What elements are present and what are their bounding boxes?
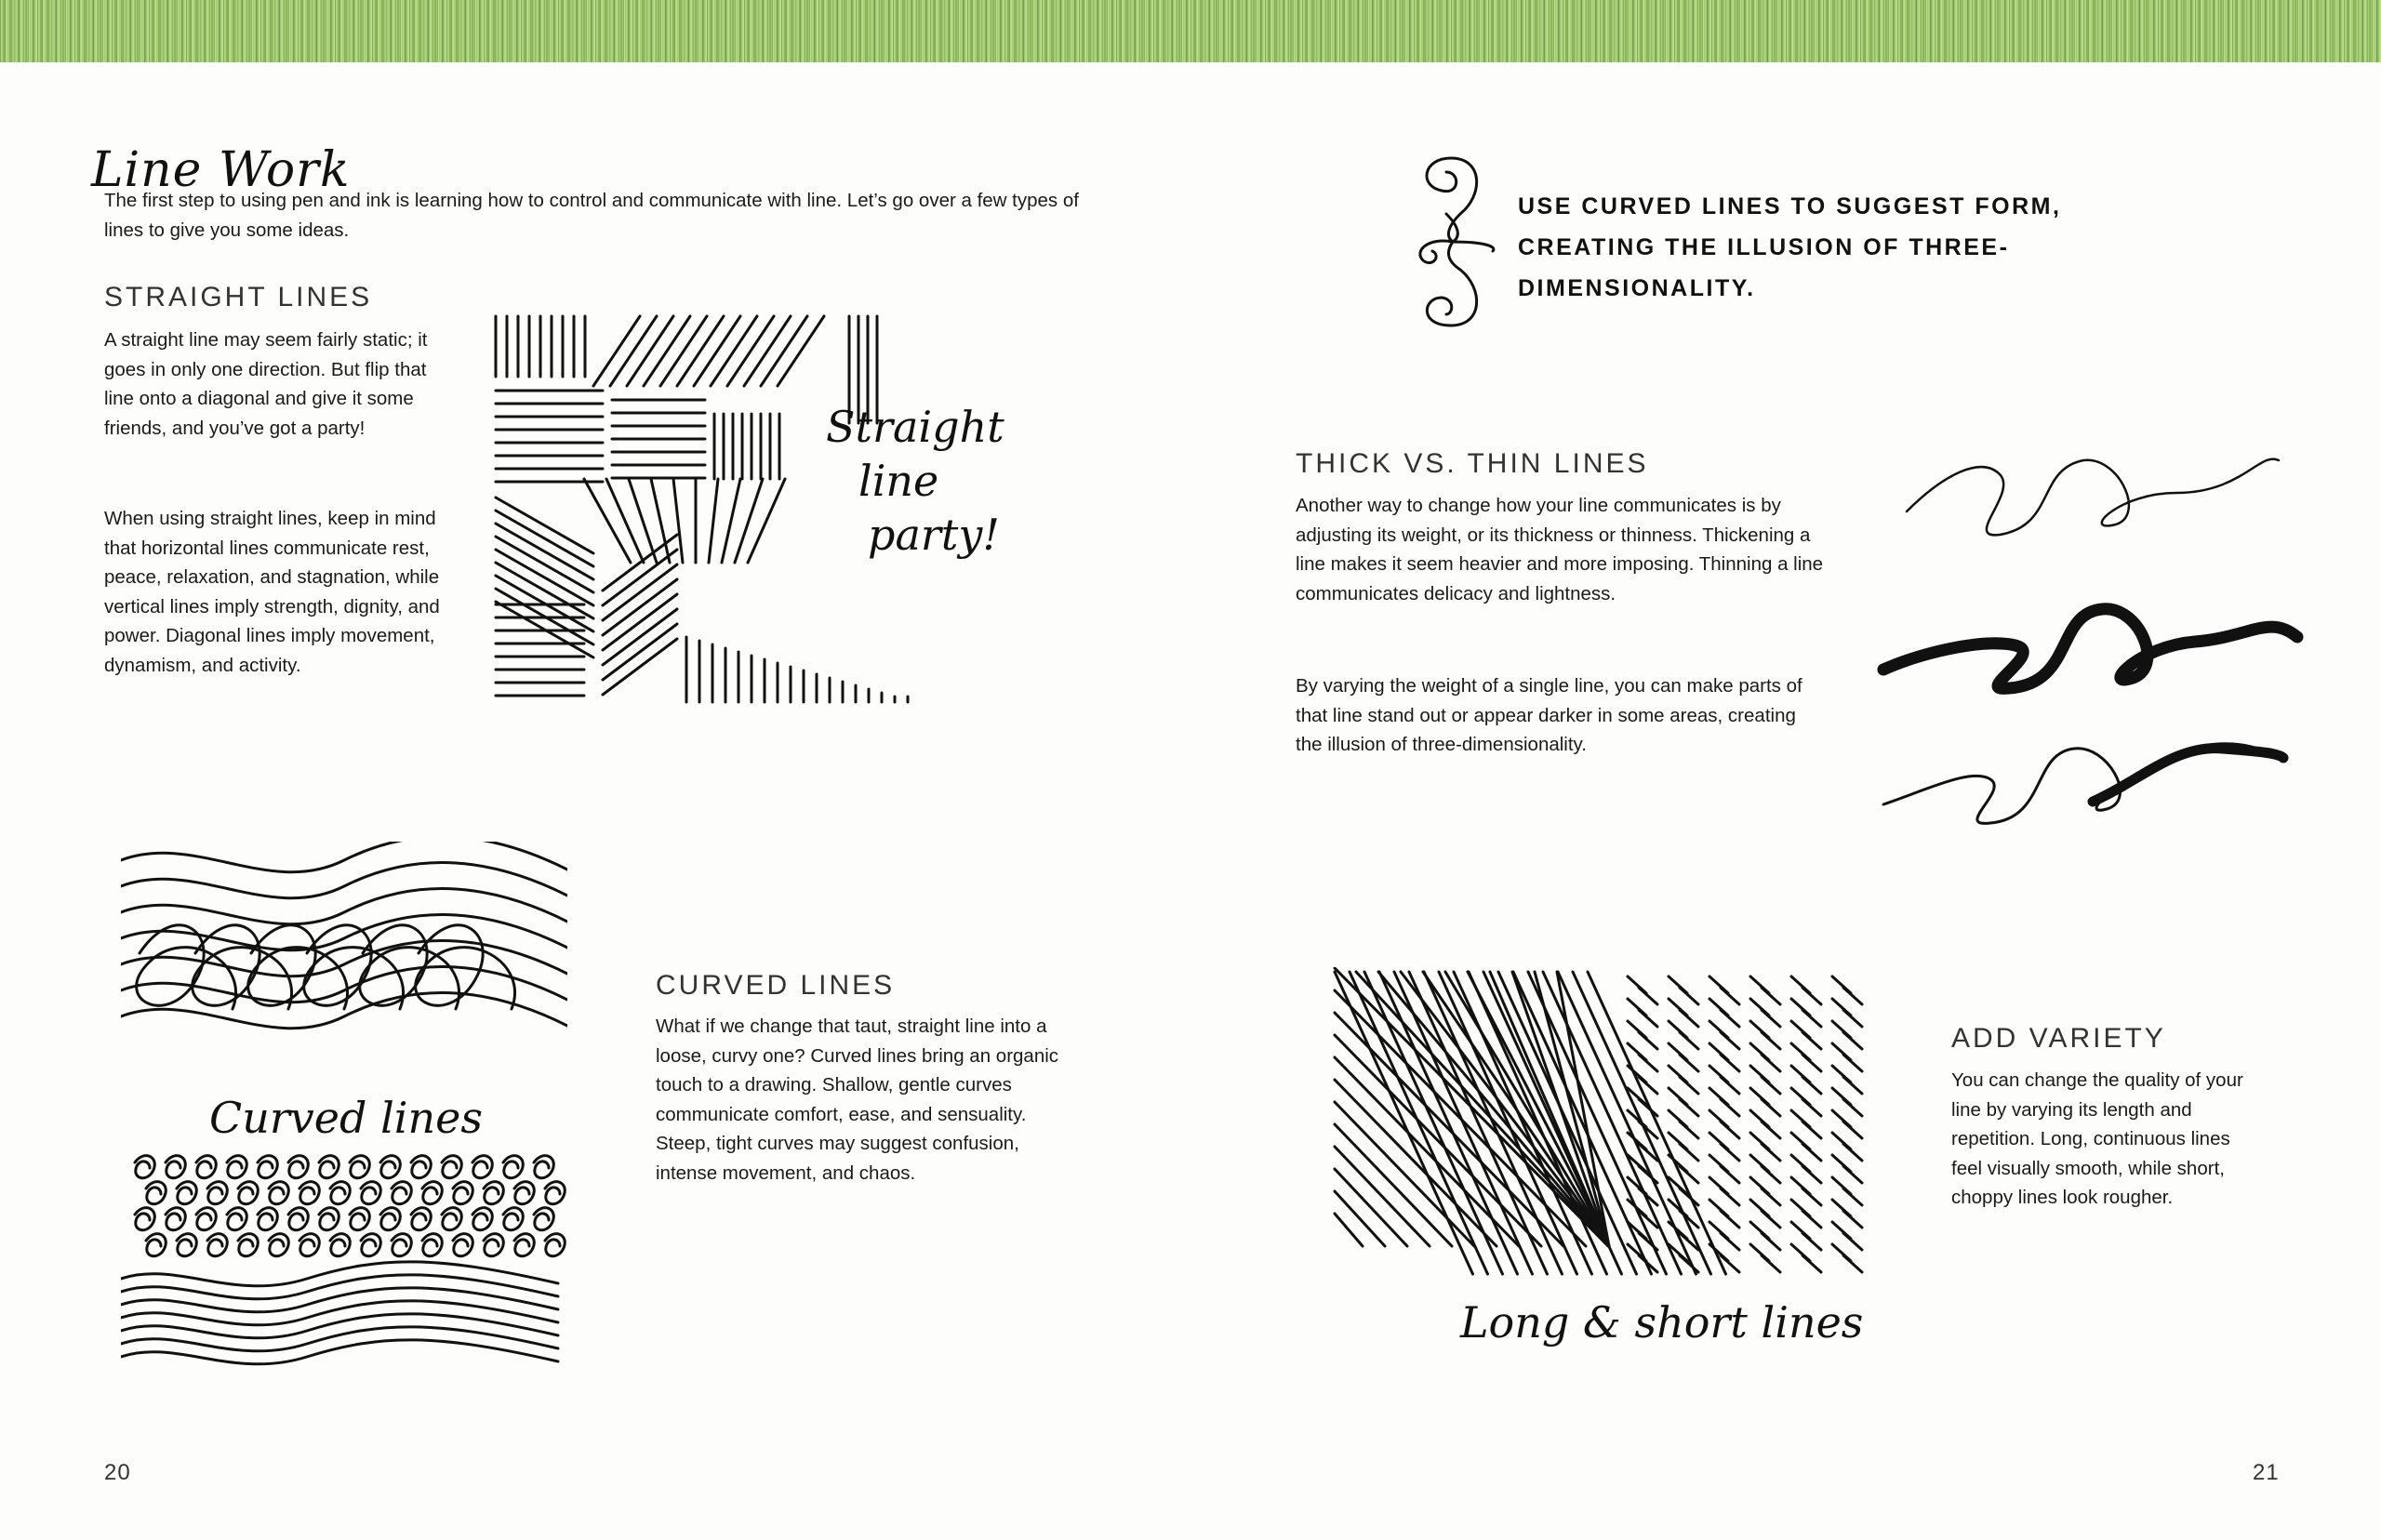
straight-label-2: line bbox=[858, 456, 939, 506]
curved-lines-text: What if we change that taut, straight line into a loose, curvy one? Curved lines bring an organic touch to a drawing. Shallow, gentle curves communicate comfort, ease, and sensuality. Steep, tight curves may suggest confusion, intense movement, and chaos. bbox=[656, 1016, 1059, 1184]
straight-lines-text-1: A straight line may seem fairly static; it goes in only one direction. But flip that line onto a diagonal and give it some friends, and you’ve got a party! bbox=[104, 329, 428, 439]
straight-lines-illustration bbox=[491, 312, 1049, 721]
page-number-right: 21 bbox=[2253, 1460, 2280, 1485]
curved-art-label: Curved lines bbox=[209, 1093, 483, 1143]
page-number-left: 20 bbox=[104, 1460, 131, 1485]
callout-text: USE CURVED LINES TO SUGGEST FORM, CREATING THE ILLUSION OF THREE-DIMENSIONALITY. bbox=[1518, 193, 2062, 301]
page-title: Line Work bbox=[91, 141, 351, 198]
thick-thin-text-1: Another way to change how your line communicates is by adjusting its weight, or its thickness or thinness. Thickening a line makes it seem heavier and more imposing. Thinning a line communicates delicacy and lightness. bbox=[1296, 495, 1824, 604]
curved-lines-illustration bbox=[121, 842, 567, 1372]
long-short-lines-illustration bbox=[1330, 967, 1888, 1358]
add-variety-heading: ADD VARIETY bbox=[1951, 1023, 2166, 1054]
straight-lines-heading: STRAIGHT LINES bbox=[104, 282, 373, 312]
intro-text: The first step to using pen and ink is learning how to control and communicate with line. Let’s go over a few types of lines to give you some ideas. bbox=[104, 190, 1079, 241]
thick-thin-illustration bbox=[1869, 437, 2307, 846]
straight-lines-text-2: When using straight lines, keep in mind that horizontal lines communicate rest, peace, relaxation, and stagnation, while vertical lines imply strength, dignity, and power. Diagonal lines imply movement, dynamism, and activity. bbox=[104, 508, 440, 676]
decorative-green-band bbox=[0, 0, 2381, 62]
curved-lines-heading: CURVED LINES bbox=[656, 970, 896, 1001]
flourish-ornament-icon bbox=[1395, 149, 1507, 335]
thick-thin-text-2: By varying the weight of a single line, you can make parts of that line stand out or appear darker in some areas, creating the illusion of three-dimensionality. bbox=[1296, 675, 1802, 755]
thick-thin-heading: THICK VS. THIN LINES bbox=[1296, 448, 1649, 479]
variety-art-label: Long & short lines bbox=[1460, 1297, 1864, 1348]
straight-label-3: party! bbox=[868, 510, 1000, 560]
straight-label-1: Straight bbox=[826, 402, 1004, 452]
add-variety-text: You can change the quality of your line by varying its length and repetition. Long, continuous lines feel visually smooth, while short, choppy lines look rougher. bbox=[1951, 1069, 2243, 1208]
